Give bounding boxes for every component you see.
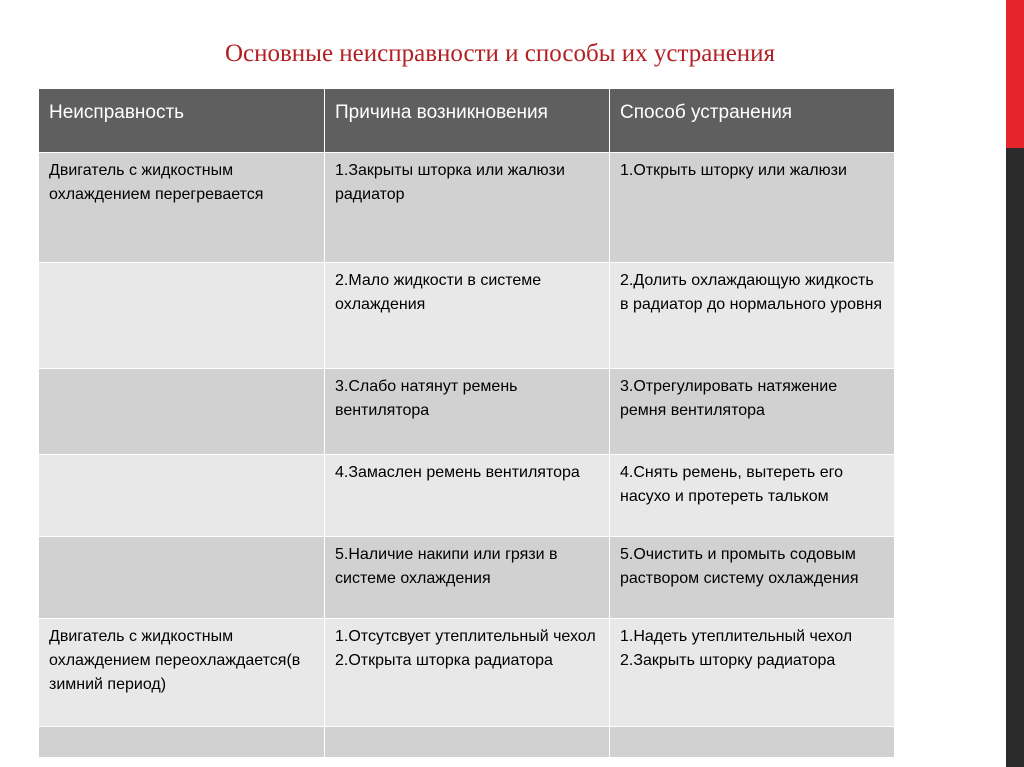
cell-fault [39, 455, 325, 537]
cell-remedy: 4.Снять ремень, вытереть его насухо и протереть тальком [610, 455, 895, 537]
cell-cause [325, 727, 610, 758]
table-header-row [39, 89, 895, 153]
cell-remedy: 5.Очистить и промыть содовым раствором систему охлаждения [610, 537, 895, 619]
cell-remedy [610, 619, 895, 727]
cell-fault: Двигатель с жидкостным охлаждением перегревается [39, 153, 325, 263]
cell-cause [325, 619, 610, 727]
cell-fault [39, 369, 325, 455]
cell-cause: 2.Мало жидкости в системе охлаждения [325, 263, 610, 369]
table-row [39, 369, 895, 455]
cell-fault [39, 263, 325, 369]
table-row [39, 455, 895, 537]
accent-bar-red [1006, 0, 1024, 148]
cell-remedy: 3.Отрегулировать натяжение ремня вентилятора [610, 369, 895, 455]
accent-bar-dark [1006, 148, 1024, 767]
table-row [39, 263, 895, 369]
table-row [39, 727, 895, 758]
table-row [39, 619, 895, 727]
cell-cause: 4.Замаслен ремень вентилятора [325, 455, 610, 537]
cell-fault [39, 727, 325, 758]
header-remedy: Способ устранения [610, 89, 895, 153]
faults-table [38, 88, 895, 758]
cause-line: 1.Отсутсвует утеплительный чехол [335, 628, 596, 645]
cell-cause: 3.Слабо натянут ремень вентилятора [325, 369, 610, 455]
table-row [39, 153, 895, 263]
header-fault: Неисправность [39, 89, 325, 153]
table-row [39, 537, 895, 619]
cause-line: 2.Открыта шторка радиатора [335, 652, 553, 669]
remedy-line: 1.Надеть утеплительный чехол [620, 628, 853, 645]
cell-cause: 5.Наличие накипи или грязи в системе охлаждения [325, 537, 610, 619]
cell-fault [39, 537, 325, 619]
cell-cause: 1.Закрыты шторка или жалюзи радиатор [325, 153, 610, 263]
cell-fault: Двигатель с жидкостным охлаждением переохлаждается(в зимний период) [39, 619, 325, 727]
cell-remedy: 2.Долить охлаждающую жидкость в радиатор до нормального уровня [610, 263, 895, 369]
header-cause: Причина возникновения [325, 89, 610, 153]
cell-remedy: 1.Открыть шторку или жалюзи [610, 153, 895, 263]
cell-remedy [610, 727, 895, 758]
remedy-line: 2.Закрыть шторку радиатора [620, 652, 836, 669]
page-title: Основные неисправности и способы их устранения [224, 40, 776, 67]
